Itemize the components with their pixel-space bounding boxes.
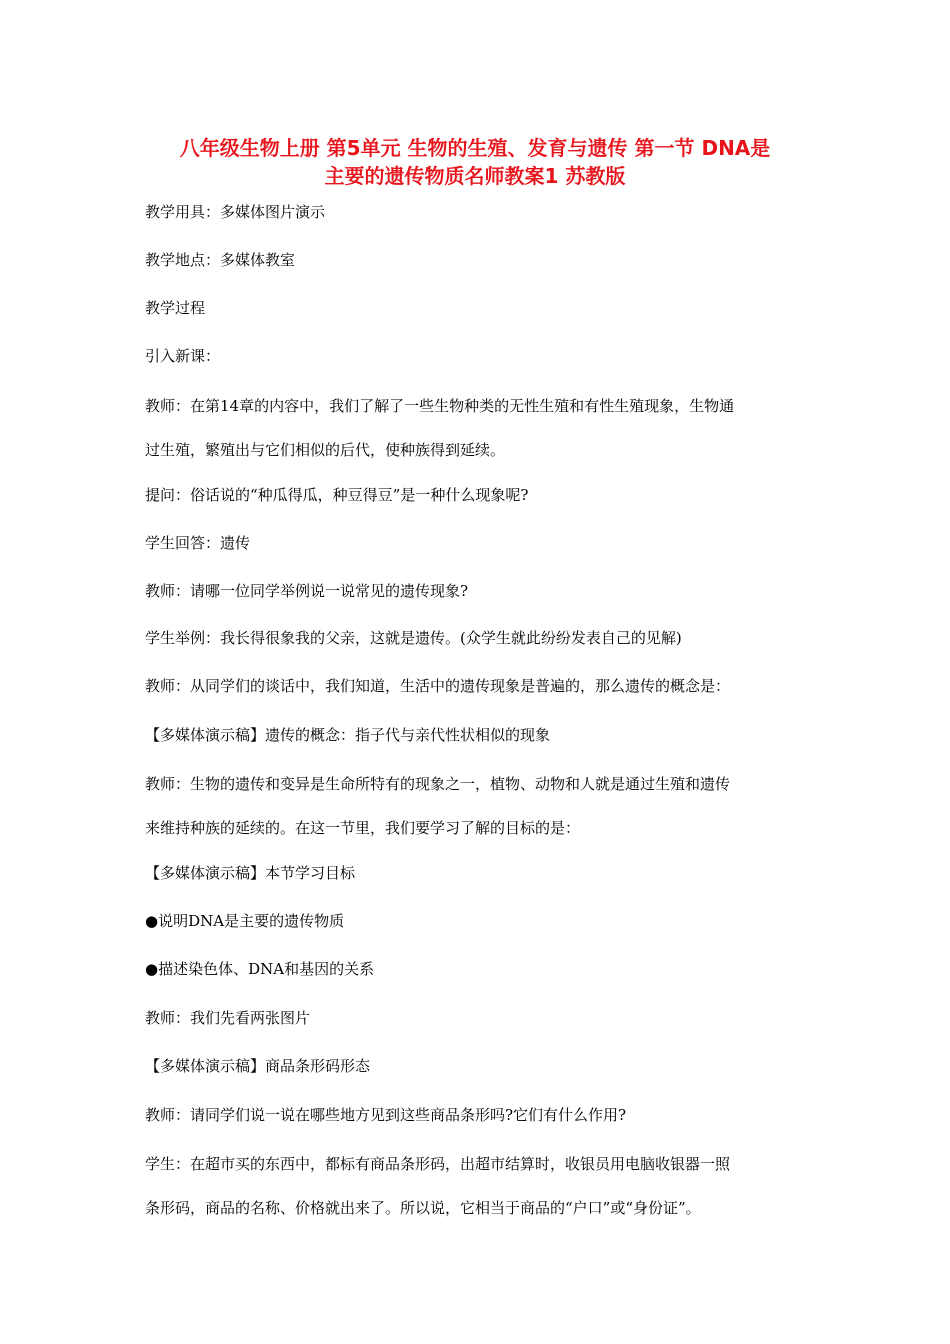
- teacher-paragraph-4-line-1: 教师：生物的遗传和变异是生命所特有的现象之一，植物、动物和人就是通过生殖和遗传: [145, 775, 731, 793]
- objective-item-2: ●描述染色体、DNA和基因的关系: [145, 960, 375, 978]
- student-paragraph-line-1: 学生：在超市买的东西中，都标有商品条形码，出超市结算时，收银员用电脑收银器一照: [145, 1155, 731, 1173]
- multimedia-slide-3: 【多媒体演示稿】商品条形码形态: [145, 1057, 371, 1075]
- teacher-paragraph-6: 教师：请同学们说一说在哪些地方见到这些商品条形吗?它们有什么作用?: [145, 1106, 627, 1124]
- multimedia-slide-2: 【多媒体演示稿】本节学习目标: [145, 864, 356, 882]
- intro-heading: 引入新课：: [145, 347, 221, 365]
- title-line-1: 八年级生物上册 第5单元 生物的生殖、发育与遗传 第一节 DNA是: [179, 136, 771, 160]
- teacher-paragraph-1-line-1: 教师：在第14章的内容中，我们了解了一些生物种类的无性生殖和有性生殖现象，生物通: [145, 397, 735, 415]
- teacher-paragraph-4-line-2: 来维持种族的延续的。在这一节里，我们要学习了解的目标的是：: [145, 819, 581, 837]
- student-answer: 学生回答：遗传: [145, 534, 251, 552]
- title-line-2: 主要的遗传物质名师教案1 苏教版: [324, 164, 626, 188]
- teaching-process-heading: 教学过程: [145, 299, 206, 317]
- teacher-paragraph-1: [145, 384, 810, 472]
- document-title: [120, 134, 830, 190]
- question-paragraph: 提问：俗话说的“种瓜得瓜，种豆得豆”是一种什么现象呢?: [145, 486, 529, 504]
- student-paragraph: [145, 1142, 810, 1230]
- multimedia-slide-1: 【多媒体演示稿】遗传的概念：指子代与亲代性状相似的现象: [145, 726, 551, 744]
- teaching-tools: 教学用具：多媒体图片演示: [145, 203, 326, 221]
- teacher-paragraph-2: 教师：请哪一位同学举例说一说常见的遗传现象?: [145, 582, 469, 600]
- teaching-location: 教学地点：多媒体教室: [145, 251, 296, 269]
- teacher-paragraph-3: 教师：从同学们的谈话中，我们知道，生活中的遗传现象是普遍的，那么遗传的概念是：: [145, 677, 731, 695]
- teacher-paragraph-1-line-2: 过生殖，繁殖出与它们相似的后代，使种族得到延续。: [145, 441, 506, 459]
- student-paragraph-line-2: 条形码，商品的名称、价格就出来了。所以说，它相当于商品的“户口”或“身份证”。: [145, 1199, 701, 1217]
- objective-item-1: ●说明DNA是主要的遗传物质: [145, 912, 345, 930]
- student-example: 学生举例：我长得很象我的父亲，这就是遗传。(众学生就此纷纷发表自己的见解): [145, 629, 682, 647]
- teacher-paragraph-4: [145, 762, 810, 850]
- teacher-paragraph-5: 教师：我们先看两张图片: [145, 1009, 311, 1027]
